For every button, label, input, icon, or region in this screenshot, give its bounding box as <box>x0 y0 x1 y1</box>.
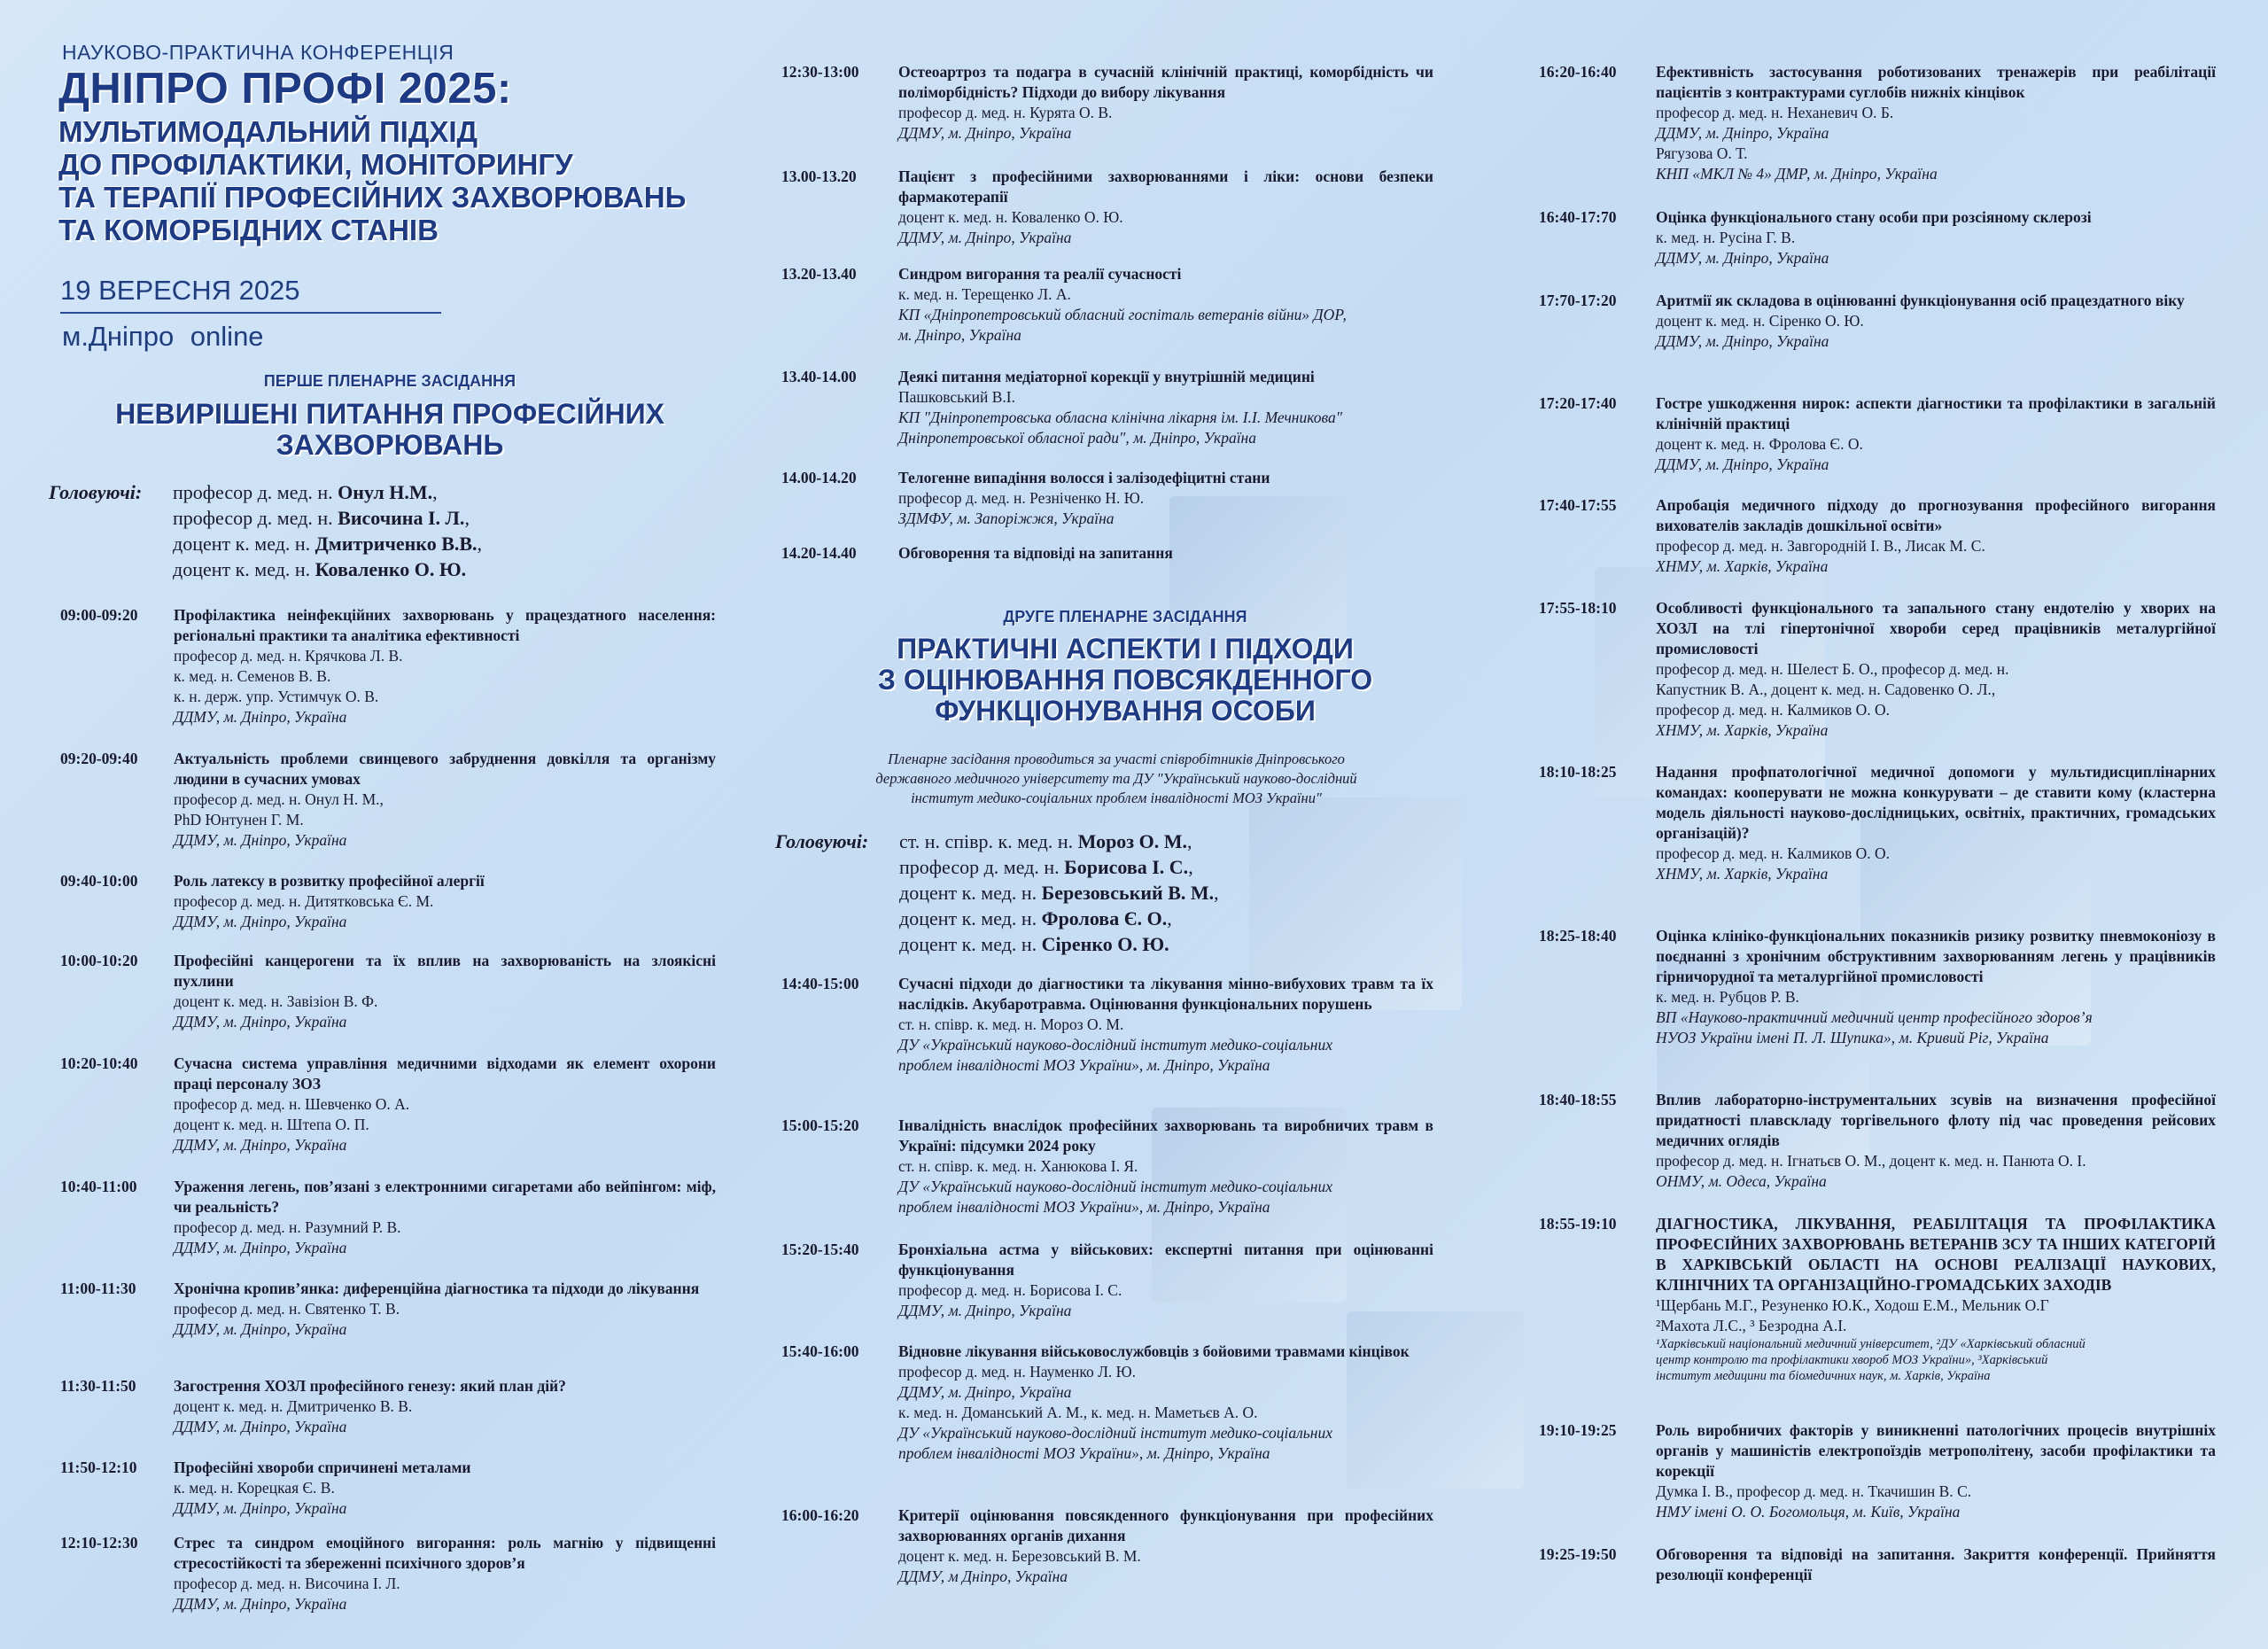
speaker: к. мед. н. Корецкая Є. В. <box>174 1479 335 1497</box>
speaker: к. мед. н. Семенов В. В. <box>174 667 331 685</box>
chair-title: доцент к. мед. н. <box>173 533 315 555</box>
session2-chairs <box>775 828 1395 961</box>
chair-name: Височина І. Л. <box>338 507 465 529</box>
talk-title: Остеоартроз та подагра в сучасній клінічній практиці, коморбідність чи поліморбідність? Підходи до вибору лікування <box>898 63 1433 101</box>
talk-body <box>898 468 1433 529</box>
time-slot: 10:00-10:20 <box>60 952 138 969</box>
chair-name: Мороз О. М. <box>1077 830 1188 852</box>
talk-body <box>1656 1214 2216 1384</box>
talk-body <box>174 1279 716 1340</box>
speaker: професор д. мед. н. Онул Н. М., <box>174 790 384 808</box>
session2-title-line: ФУНКЦІОНУВАННЯ ОСОБИ <box>935 695 1316 727</box>
chair-separator: , <box>464 507 470 529</box>
chair-title: доцент к. мед. н. <box>899 907 1042 930</box>
speaker: Думка І. В., професор д. мед. н. Ткачишин В. С. <box>1656 1482 1972 1500</box>
speaker: професор д. мед. н. Дитятковська Є. М. <box>174 892 434 910</box>
affiliation: ДДМУ, м. Дніпро, Україна <box>1656 332 1829 350</box>
talk-body <box>1656 1420 2216 1522</box>
talk-title: Апробація медичного підходу до прогнозування професійного вигорання вихователів закладів дошкільної освіти» <box>1656 496 2216 534</box>
time-slot: 12:10-12:30 <box>60 1534 138 1552</box>
affiliation: ХНМУ, м. Харків, Україна <box>1656 557 1829 575</box>
talk-body <box>1656 926 2216 1048</box>
chair-name: Сіренко О. Ю. <box>1041 933 1169 955</box>
time-slot: 15:00-15:20 <box>781 1116 859 1134</box>
affiliation: ДДМУ, м. Дніпро, Україна <box>174 1320 347 1338</box>
talk-title: Загострення ХОЗЛ професійного генезу: який план дій? <box>174 1377 566 1395</box>
time-slot: 11:50-12:10 <box>60 1458 137 1476</box>
speaker: ¹Щербань М.Г., Резуненко Ю.К., Ходош Е.М., Мельник О.Г <box>1656 1296 2049 1314</box>
subtitle-line: ТА ТЕРАПІЇ ПРОФЕСІЙНИХ ЗАХВОРЮВАНЬ <box>58 181 687 214</box>
conference-subtitle <box>58 115 686 246</box>
time-slot: 18:55-19:10 <box>1539 1215 1617 1233</box>
time-slot: 13.20-13.40 <box>781 265 857 283</box>
talk-body <box>174 951 716 1032</box>
talk-title: Особливості функціонального та запального стану ендотелію у хворих на ХОЗЛ на тлі гіпертонічної хвороби серед працівників металургійної промисловості <box>1656 599 2216 657</box>
chair-separator: , <box>1187 830 1192 852</box>
affiliation: ОНМУ, м. Одеса, Україна <box>1656 1172 1827 1190</box>
note-line: інститут медико-соціальних проблем інвалідності МОЗ України" <box>911 789 1322 806</box>
header-divider <box>60 312 441 314</box>
affiliation: ДДМУ, м. Дніпро, Україна <box>898 1383 1072 1401</box>
subtitle-line: ТА КОМОРБІДНИХ СТАНІВ <box>58 214 439 246</box>
talk-title: Оцінка клініко-функціональних показників ризику розвитку пневмоконіозу в поєднанні з хронічним обструктивним захворюванням легень у працівників гірничорудної та металургійної промисловості <box>1656 927 2216 985</box>
speaker: к. мед. н. Русіна Г. В. <box>1656 229 1796 246</box>
speaker: к. мед. н. Рубцов Р. В. <box>1656 988 1799 1006</box>
talk-body <box>1656 598 2216 741</box>
time-slot: 14.20-14.40 <box>781 544 857 562</box>
session1-chairs <box>49 479 669 590</box>
speaker: професор д. мед. н. Резніченко Н. Ю. <box>898 489 1145 507</box>
talk-body <box>1656 762 2216 884</box>
affiliation: ¹Харківський національний медичний університет, ²ДУ «Харківський обласний <box>1656 1337 2085 1351</box>
talk-title: Гостре ушкодження нирок: аспекти діагностики та профілактики в загальній клінічній практиці <box>1656 394 2216 432</box>
talk-body <box>898 264 1433 346</box>
talk-body <box>174 1177 716 1258</box>
affiliation: КП "Дніпропетровська обласна клінічна лікарня ім. І.І. Мечникова" <box>898 408 1343 426</box>
affiliation: ДДМУ, м. Дніпро, Україна <box>174 913 347 930</box>
talk-title: Актуальність проблеми свинцевого забруднення довкілля та організму людини в сучасних умовах <box>174 750 716 788</box>
session2-title <box>824 634 1426 727</box>
time-slot: 14.00-14.20 <box>781 469 857 486</box>
session1-label: ПЕРШЕ ПЛЕНАРНЕ ЗАСІДАННЯ <box>263 372 517 390</box>
speaker: професор д. мед. н. Завгородній І. В., Лисак М. С. <box>1656 537 1985 555</box>
chair-name: Борисова І. С. <box>1064 856 1189 878</box>
talk-title: Ураження легень, пов’язані з електронними сигаретами або вейпінгом: міф, чи реальність? <box>174 1178 716 1216</box>
speaker: доцент к. мед. н. Сіренко О. Ю. <box>1656 312 1864 330</box>
talk-body <box>898 1240 1433 1321</box>
chair-row <box>173 556 482 582</box>
talk-title: Обговорення та відповіді на запитання <box>898 544 1173 562</box>
affiliation: ДДМУ, м. Дніпро, Україна <box>1656 455 1829 473</box>
talk-title: Синдром вигорання та реалії сучасності <box>898 265 1182 283</box>
affiliation: ХНМУ, м. Харків, Україна <box>1656 721 1829 739</box>
talk-body <box>898 167 1433 248</box>
time-slot: 15:40-16:00 <box>781 1342 859 1360</box>
talk-title: Вплив лабораторно-інструментальних зсувів на визначення професійної придатності плавскладу торгівельного флоту під час проведення рейсових медичних оглядів <box>1656 1091 2216 1149</box>
time-slot: 13.00-13.20 <box>781 167 857 185</box>
speaker: ²Махота Л.С., ³ Безродна А.І. <box>1656 1317 1847 1334</box>
speaker: професор д. мед. н. Калмиков О. О. <box>1656 844 1891 862</box>
talk-body <box>1656 393 2216 475</box>
talk-title: Інвалідність внаслідок професійних захворювань та виробничих травм в Україні: підсумки 2024 року <box>898 1116 1433 1155</box>
talk-body <box>174 871 716 932</box>
chair-title: доцент к. мед. н. <box>899 882 1042 904</box>
chairs-label: Головуючі: <box>775 830 869 852</box>
time-slot: 19:25-19:50 <box>1539 1545 1617 1563</box>
talk-title: Сучасні підходи до діагностики та лікування мінно-вибухових травм та їх наслідків. Акубаротравма. Оцінювання функціональних порушень <box>898 975 1433 1013</box>
talk-title: ДІАГНОСТИКА, ЛІКУВАННЯ, РЕАБІЛІТАЦІЯ ТА ПРОФІЛАКТИКА ПРОФЕСІЙНИХ ЗАХВОРЮВАНЬ ВЕТЕРАНІВ ЗСУ ТА ІНШИХ КАТЕГОРІЙ В ХАРКІВСЬКІЙ ОБЛАСТІ НА ОСНОВІ РЕАЛІЗАЦІЇ НАУКОВИХ, КЛІНІЧНИХ ТА ОРГАНІЗАЦІЙНО-ГРОМАДСЬКИХ ЗАХОДІВ <box>1656 1215 2216 1294</box>
talk-body <box>1656 1090 2216 1192</box>
talk-title: Надання профпатологічної медичної допомоги у мультидисциплінарних командах: кооперувати не можна конкурувати – де ставити кому (кластерна модель діяльності науково-дослідницьких, освітніх, практичних, громадських організацій)? <box>1656 763 2216 842</box>
chair-row <box>173 505 482 531</box>
talk-body <box>174 1054 716 1155</box>
talk-body <box>898 543 1433 564</box>
affiliation: НМУ імені О. О. Богомольця, м. Київ, Україна <box>1656 1503 1961 1521</box>
speaker: професор д. мед. н. Науменко Л. Ю. <box>898 1363 1137 1381</box>
speaker: доцент к. мед. н. Березовський В. М. <box>898 1547 1141 1565</box>
chair-row <box>899 828 1219 854</box>
affiliation: м. Дніпро, Україна <box>898 326 1021 344</box>
affiliation: ДДМУ, м. Дніпро, Україна <box>174 1136 347 1154</box>
session1-title-line: НЕВИРІШЕНІ ПИТАННЯ ПРОФЕСІЙНИХ <box>115 398 664 430</box>
chair-name: Фролова Є. О. <box>1041 907 1168 930</box>
chair-row <box>173 479 482 505</box>
speaker: професор д. мед. н. Шелест Б. О., професор д. мед. н. <box>1656 660 2009 678</box>
chair-separator: , <box>477 533 483 555</box>
time-slot: 17:20-17:40 <box>1539 394 1617 412</box>
speaker: професор д. мед. н. Святенко Т. В. <box>174 1300 400 1318</box>
talk-title: Сучасна система управління медичними відходами як елемент охорони праці персоналу ЗОЗ <box>174 1054 716 1093</box>
time-slot: 10:40-11:00 <box>60 1178 137 1195</box>
talk-title: Роль латексу в розвитку професійної алергії <box>174 872 485 890</box>
talk-title: Професійні хвороби спричинені металами <box>174 1458 471 1476</box>
conference-type: НАУКОВО-ПРАКТИЧНА КОНФЕРЕНЦІЯ <box>62 41 454 64</box>
speaker: професор д. мед. н. Борисова І. С. <box>898 1281 1122 1299</box>
time-slot: 09:20-09:40 <box>60 750 138 767</box>
speaker: професор д. мед. н. Калмиков О. О. <box>1656 701 1891 719</box>
chair-separator: , <box>1188 856 1193 878</box>
time-slot: 17:55-18:10 <box>1539 599 1617 617</box>
affiliation: центр контролю та профілактики хвороб МОЗ України», ³Харківський <box>1656 1353 2048 1367</box>
talk-body <box>1656 495 2216 577</box>
time-slot: 09:00-09:20 <box>60 606 138 624</box>
affiliation: КП «Дніпропетровський обласний госпіталь ветеранів війни» ДОР, <box>898 306 1347 323</box>
speaker: ст. н. співр. к. мед. н. Мороз О. М. <box>898 1015 1124 1033</box>
talk-body <box>898 62 1433 144</box>
talk-title: Бронхіальна астма у військових: експертні питання при оцінюванні функціонування <box>898 1241 1433 1279</box>
chairs-list <box>899 828 1219 957</box>
time-slot: 18:10-18:25 <box>1539 763 1617 781</box>
affiliation: ДДМУ, м. Дніпро, Україна <box>174 1499 347 1517</box>
talk-title: Стрес та синдром емоційного вигорання: роль магнію у підвищенні стресостійкості та збереженні психічного здоров’я <box>174 1534 716 1572</box>
chair-row <box>899 906 1219 931</box>
subtitle-line: МУЛЬТИМОДАЛЬНИЙ ПІДХІД <box>58 115 478 148</box>
affiliation: ДУ «Український науково-дослідний інститут медико-соціальних <box>898 1036 1332 1054</box>
talk-body <box>1656 291 2216 352</box>
note-line: державного медичного університету та ДУ "Український науково-дослідний <box>875 770 1357 787</box>
time-slot: 18:25-18:40 <box>1539 927 1617 945</box>
talk-body <box>174 1376 716 1437</box>
affiliation: інститут медицини та біомедичних наук, м. Харків, Україна <box>1656 1369 1991 1383</box>
affiliation: Дніпропетровської обласної ради", м. Дніпро, Україна <box>898 429 1256 447</box>
affiliation: проблем інвалідності МОЗ України», м. Дніпро, Україна <box>898 1444 1270 1462</box>
speaker: професор д. мед. н. Неханевич О. Б. <box>1656 104 1894 121</box>
chair-row <box>899 854 1219 880</box>
affiliation: ДДМУ, м. Дніпро, Україна <box>898 1302 1072 1319</box>
speaker: доцент к. мед. н. Штепа О. П. <box>174 1116 369 1133</box>
time-slot: 09:40-10:00 <box>60 872 138 890</box>
time-slot: 13.40-14.00 <box>781 368 857 385</box>
chair-title: ст. н. співр. к. мед. н. <box>899 830 1078 852</box>
conference-place: м.Дніпро online <box>62 321 264 352</box>
speaker: PhD Юнтунен Г. М. <box>174 811 304 828</box>
chair-name: Коваленко О. Ю. <box>315 558 467 580</box>
talk-body <box>898 974 1433 1076</box>
affiliation: ДДМУ, м. Дніпро, Україна <box>1656 249 1829 267</box>
speaker: к. н. держ. упр. Устимчук О. В. <box>174 688 379 705</box>
session2-label: ДРУГЕ ПЛЕНАРНЕ ЗАСІДАННЯ <box>1003 608 1247 626</box>
chair-separator: , <box>432 481 438 503</box>
talk-body <box>1656 62 2216 184</box>
affiliation: ЗДМФУ, м. Запоріжжя, Україна <box>898 509 1115 527</box>
time-slot: 12:30-13:00 <box>781 63 859 81</box>
time-slot: 17:40-17:55 <box>1539 496 1617 514</box>
talk-body <box>898 367 1433 448</box>
talk-title: Відновне лікування військовослужбовців з бойовими травмами кінцівок <box>898 1342 1410 1360</box>
speaker: доцент к. мед. н. Коваленко О. Ю. <box>898 208 1123 226</box>
chair-row <box>899 880 1219 906</box>
talk-body <box>898 1505 1433 1587</box>
affiliation: ДДМУ, м. Дніпро, Україна <box>174 1595 347 1613</box>
speaker: доцент к. мед. н. Завізіон В. Ф. <box>174 992 378 1010</box>
affiliation: проблем інвалідності МОЗ України», м. Дніпро, Україна <box>898 1056 1270 1074</box>
affiliation: ДДМУ, м. Дніпро, Україна <box>1656 124 1829 142</box>
chair-name: Дмитриченко В.В. <box>315 533 478 555</box>
chair-row <box>173 531 482 556</box>
affiliation: ДДМУ, м. Дніпро, Україна <box>898 124 1072 142</box>
speaker: ст. н. співр. к. мед. н. Ханюкова І. Я. <box>898 1157 1138 1175</box>
speaker: професор д. мед. н. Курята О. В. <box>898 104 1113 121</box>
affiliation: ДДМУ, м. Дніпро, Україна <box>174 1418 347 1435</box>
speaker: к. мед. н. Терещенко Л. А. <box>898 285 1071 303</box>
speaker: к. мед. н. Доманський А. М., к. мед. н. Маметьєв А. О. <box>898 1404 1258 1421</box>
talk-title: Профілактика неінфекційних захворювань у працездатного населення: регіональні практики та аналітика ефективності <box>174 606 716 644</box>
chair-separator: , <box>1167 907 1172 930</box>
talk-title: Ефективність застосування роботизованих тренажерів при реабілітації пацієнтів з контрактурами суглобів нижніх кінцівок <box>1656 63 2216 101</box>
affiliation: ХНМУ, м. Харків, Україна <box>1656 865 1829 883</box>
time-slot: 16:40-17:70 <box>1539 208 1617 226</box>
note-line: Пленарне засідання проводиться за участі співробітників Дніпровського <box>888 751 1345 767</box>
speaker: Рягузова О. Т. <box>1656 144 1748 162</box>
time-slot: 16:00-16:20 <box>781 1506 859 1524</box>
affiliation: ДДМУ, м. Дніпро, Україна <box>898 229 1072 246</box>
chair-name: Онул Н.М. <box>338 481 433 503</box>
talk-body <box>174 1458 716 1519</box>
talk-title: Хронічна кропив’янка: диференційна діагностика та підходи до лікування <box>174 1280 700 1297</box>
talk-title: Деякі питання медіаторної корекції у внутрішній медицині <box>898 368 1315 385</box>
affiliation: проблем інвалідності МОЗ України», м. Дніпро, Україна <box>898 1198 1270 1216</box>
affiliation: НУОЗ України імені П. Л. Шупика», м. Кривий Ріг, Україна <box>1656 1029 2049 1046</box>
speaker: професор д. мед. н. Крячкова Л. В. <box>174 647 403 665</box>
affiliation: ДУ «Український науково-дослідний інститут медико-соціальних <box>898 1424 1332 1442</box>
talk-body <box>174 749 716 851</box>
talk-title: Професійні канцерогени та їх вплив на захворюваність на злоякісні пухлини <box>174 952 716 990</box>
time-slot: 10:20-10:40 <box>60 1054 138 1072</box>
chairs-list <box>173 479 482 582</box>
talk-body <box>898 1116 1433 1217</box>
affiliation: ВП «Науково-практичний медичний центр професійного здоров’я <box>1656 1008 2093 1026</box>
time-slot: 18:40-18:55 <box>1539 1091 1617 1108</box>
chair-title: професор д. мед. н. <box>173 507 338 529</box>
chair-title: доцент к. мед. н. <box>173 558 315 580</box>
talk-title: Пацієнт з професійними захворюваннями і ліки: основи безпеки фармакотерапії <box>898 167 1433 206</box>
talk-body <box>1656 207 2216 268</box>
talk-body <box>1656 1544 2216 1585</box>
talk-title: Роль виробничих факторів у виникненні патологічних процесів внутрішніх органів у машиністів електропоїздів метрополітену, засоби профілактики та корекції <box>1656 1421 2216 1480</box>
time-slot: 19:10-19:25 <box>1539 1421 1617 1439</box>
chair-name: Березовський В. М. <box>1041 882 1215 904</box>
chair-row <box>899 931 1219 957</box>
time-slot: 11:00-11:30 <box>60 1280 136 1297</box>
talk-body <box>174 1533 716 1614</box>
chair-title: професор д. мед. н. <box>173 481 338 503</box>
speaker: професор д. мед. н. Ігнатьєв О. М., доцент к. мед. н. Панюта О. І. <box>1656 1152 2086 1170</box>
chair-title: професор д. мед. н. <box>899 856 1065 878</box>
conference-date: 19 ВЕРЕСНЯ 2025 <box>60 275 300 306</box>
talk-title: Критерії оцінювання повсякденного функціонування при професійних захворюваннях органів дихання <box>898 1506 1433 1544</box>
chairs-label: Головуючі: <box>49 481 143 503</box>
speaker: доцент к. мед. н. Фролова Є. О. <box>1656 435 1863 453</box>
session2-note <box>784 750 1449 808</box>
affiliation: ДДМУ, м. Дніпро, Україна <box>174 831 347 849</box>
time-slot: 11:30-11:50 <box>60 1377 136 1395</box>
time-slot: 15:20-15:40 <box>781 1241 859 1258</box>
session2-title-line: З ОЦІНЮВАННЯ ПОВСЯКДЕННОГО <box>877 664 1373 696</box>
talk-title: Аритмії як складова в оцінюванні функціонування осіб працездатного віку <box>1656 292 2185 309</box>
affiliation: ДДМУ, м. Дніпро, Україна <box>174 1239 347 1256</box>
speaker: професор д. мед. н. Разумний Р. В. <box>174 1218 401 1236</box>
time-slot: 17:70-17:20 <box>1539 292 1617 309</box>
talk-title: Обговорення та відповіді на запитання. Закриття конференції. Прийняття резолюції конференції <box>1656 1545 2216 1583</box>
affiliation: ДДМУ, м. Дніпро, Україна <box>174 1013 347 1031</box>
speaker: Пашковський В.І. <box>898 388 1016 406</box>
conference-title: ДНІПРО ПРОФІ 2025: <box>58 65 512 113</box>
talk-body <box>898 1342 1433 1464</box>
speaker: Капустник В. А., доцент к. мед. н. Садовенко О. Л., <box>1656 681 1996 698</box>
session1-title <box>89 399 691 461</box>
time-slot: 16:20-16:40 <box>1539 63 1617 81</box>
affiliation: КНП «МКЛ № 4» ДМР, м. Дніпро, Україна <box>1656 165 1938 183</box>
chair-separator: , <box>1214 882 1219 904</box>
affiliation: ДДМУ, м Дніпро, Україна <box>898 1567 1068 1585</box>
affiliation: ДУ «Український науково-дослідний інститут медико-соціальних <box>898 1178 1332 1195</box>
speaker: професор д. мед. н. Височина І. Л. <box>174 1575 400 1592</box>
session2-title-line: ПРАКТИЧНІ АСПЕКТИ І ПІДХОДИ <box>897 633 1354 665</box>
talk-title: Телогенне випадіння волосся і залізодефіцитні стани <box>898 469 1270 486</box>
time-slot: 14:40-15:00 <box>781 975 859 992</box>
session1-title-line: ЗАХВОРЮВАНЬ <box>276 429 504 461</box>
chair-title: доцент к. мед. н. <box>899 933 1042 955</box>
subtitle-line: ДО ПРОФІЛАКТИКИ, МОНІТОРИНГУ <box>58 148 573 181</box>
speaker: доцент к. мед. н. Дмитриченко В. В. <box>174 1397 413 1415</box>
talk-title: Оцінка функціонального стану особи при розсіяному склерозі <box>1656 208 2092 226</box>
talk-body <box>174 605 716 727</box>
affiliation: ДДМУ, м. Дніпро, Україна <box>174 708 347 726</box>
speaker: професор д. мед. н. Шевченко О. А. <box>174 1095 410 1113</box>
